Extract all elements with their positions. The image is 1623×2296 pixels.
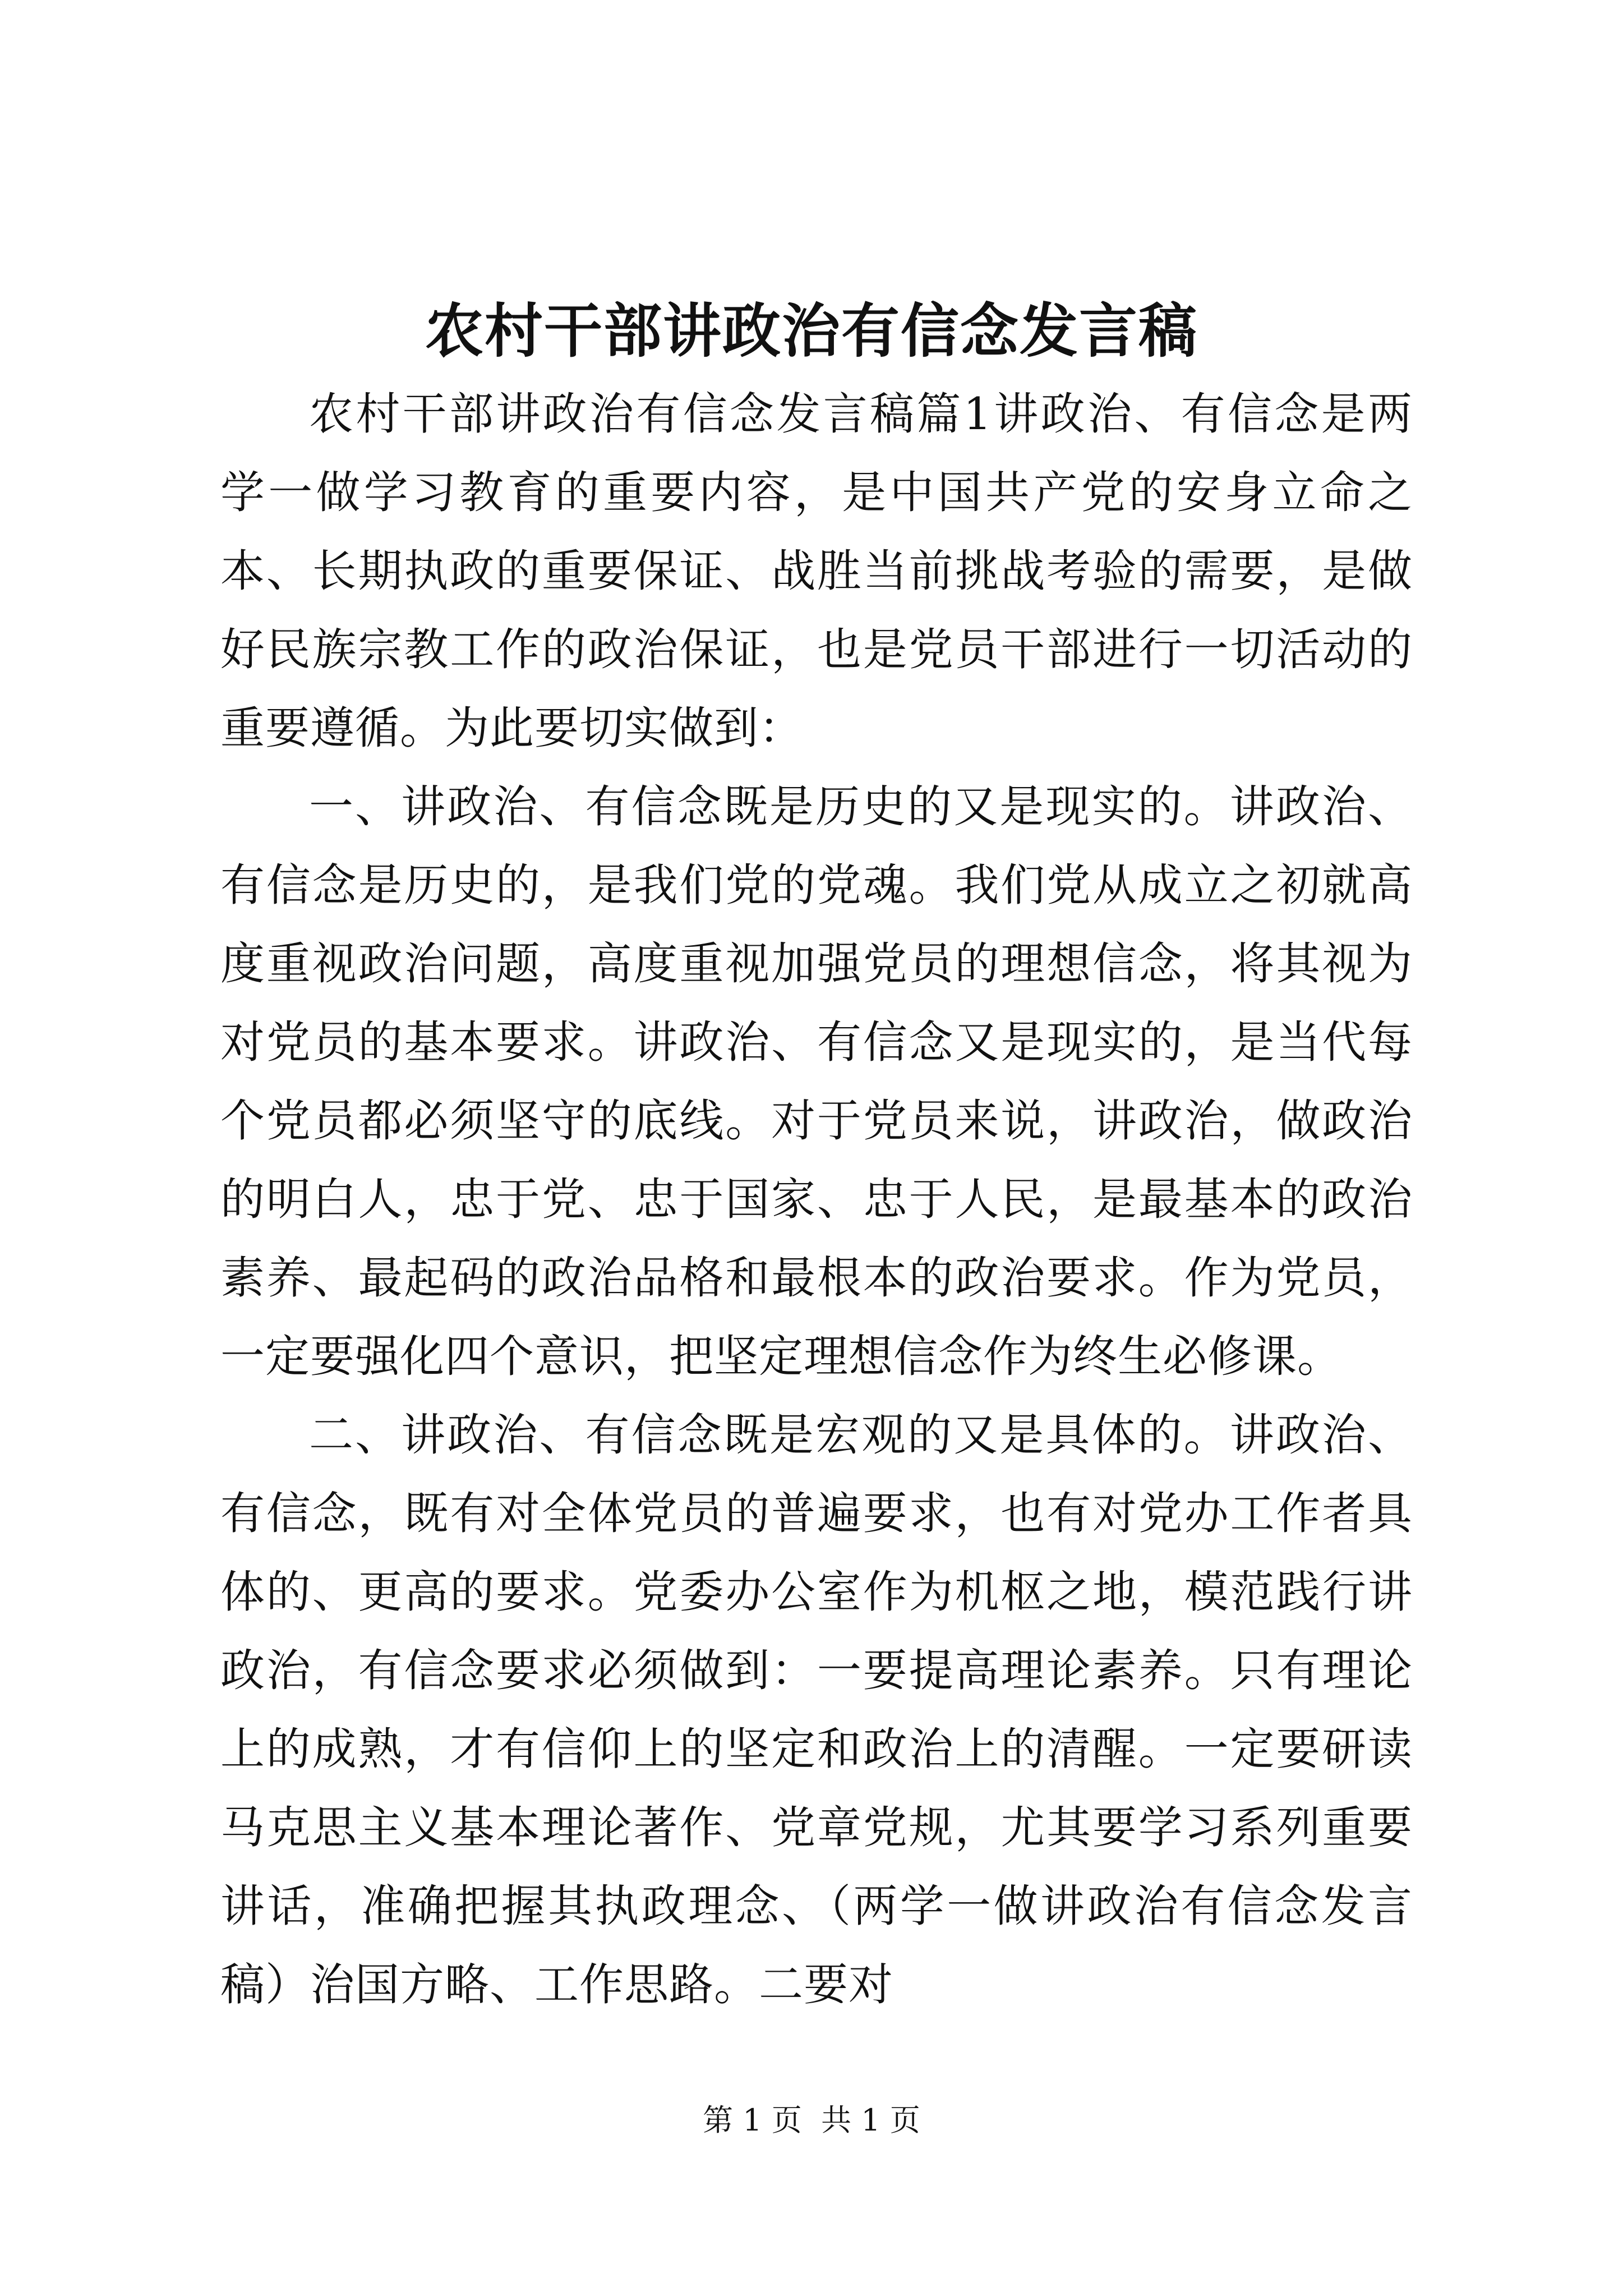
paragraph-section-two: 二、讲政治、有信念既是宏观的又是具体的。讲政治、有信念，既有对全体党员的普遍要求，也有对党办工作者具体的、更高的要求。党委办公室作为机枢之地，模范践行讲政治，有信念要求必须做到：一要提高理论素养。只有理论上的成熟，才有信仰上的坚定和政治上的清醒。一定要研读马克思主义基本理论著作、党章党规，尤其要学习系列重要讲话，准确把握其执政理念、（两学一做讲政治有信念发言稿）治国方略、工作思路。二要对 (220, 1409, 1413, 2010)
paragraph-intro: 农村干部讲政治有信念发言稿篇1讲政治、有信念是两学一做学习教育的重要内容，是中国共产党的安身立命之本、长期执政的重要保证、战胜当前挑战考验的需要，是做好民族宗教工作的政治保证，也是党员干部进行一切活动的重要遵循。为此要切实做到： (220, 388, 1413, 754)
document-title: 农村干部讲政治有信念发言稿 (425, 296, 1198, 365)
paragraph-section-one: 一、讲政治、有信念既是历史的又是现实的。讲政治、有信念是历史的，是我们党的党魂。我们党从成立之初就高度重视政治问题，高度重视加强党员的理想信念，将其视为对党员的基本要求。讲政治、有信念又是现实的，是当代每个党员都必须坚守的底线。对于党员来说，讲政治，做政治的明白人，忠于党、忠于国家、忠于人民，是最基本的政治素养、最起码的政治品格和最根本的政治要求。作为党员，一定要强化四个意识，把坚定理想信念作为终生必修课。 (220, 781, 1413, 1382)
page-number: 第 1 页 共 1 页 (703, 2102, 920, 2138)
page-footer (0, 2098, 1623, 2143)
document-body (220, 375, 1413, 2024)
